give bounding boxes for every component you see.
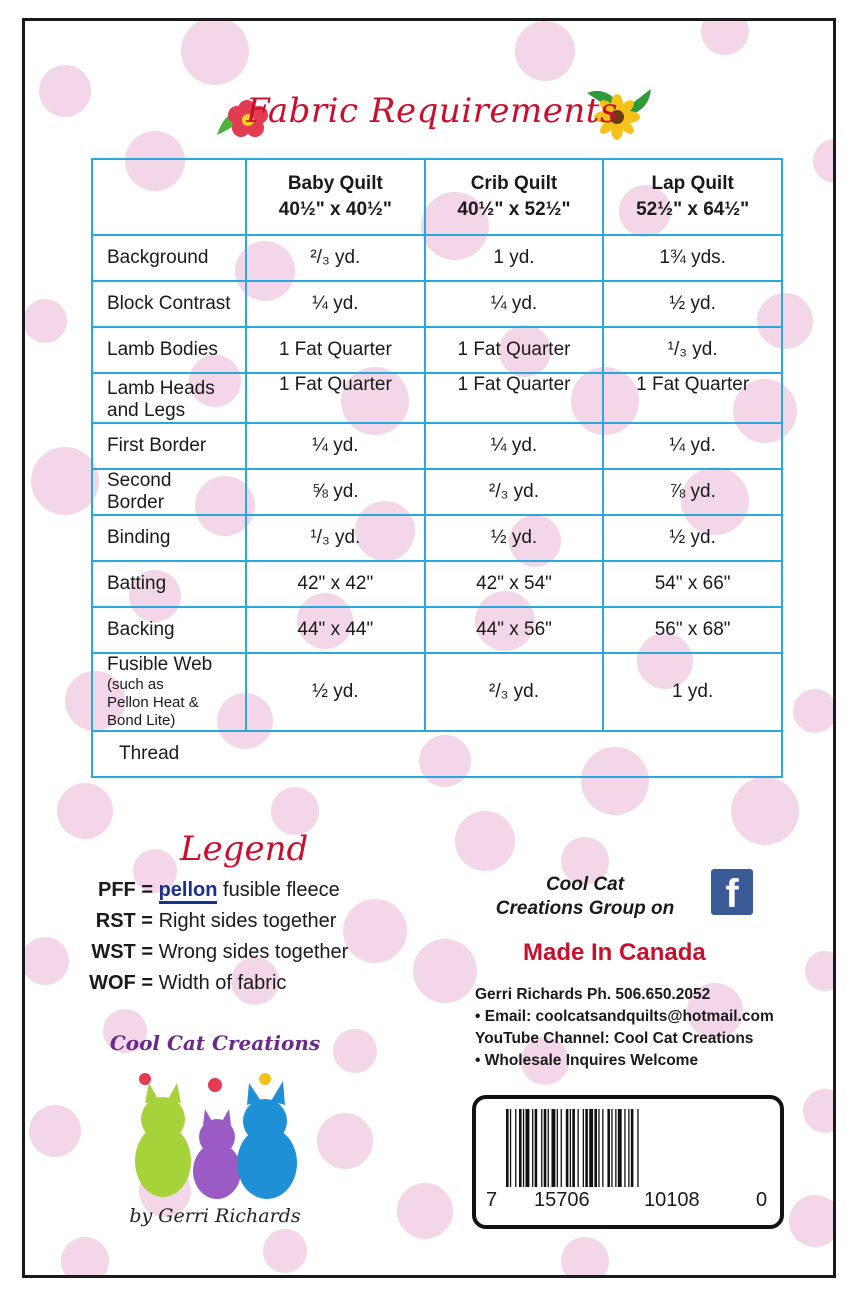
table-row	[92, 653, 782, 731]
cell: ⅝ yd.	[246, 469, 425, 515]
row-label: Backing	[92, 607, 246, 653]
header-lap-quilt: Lap Quilt 52½" x 64½"	[603, 159, 782, 235]
cell: ¹/₃ yd.	[603, 327, 782, 373]
cell: 1 yd.	[603, 653, 782, 731]
cell: 44" x 44"	[246, 607, 425, 653]
row-label: Lamb Heads and Legs	[92, 373, 246, 423]
legend-item: RST = Right sides together	[95, 910, 337, 932]
cool-cat-creations-logo	[85, 1031, 345, 1231]
row-label: Background	[92, 235, 246, 281]
made-in-canada: Made In Canada	[523, 939, 706, 966]
page-title: Fabric Requirements	[246, 91, 618, 131]
table-row	[92, 281, 782, 327]
row-label: Batting	[92, 561, 246, 607]
row-label: Block Contrast	[92, 281, 246, 327]
cell: 1¾ yds.	[603, 235, 782, 281]
cell: 1 Fat Quarter	[603, 373, 782, 423]
legend-item: PFF = pellon fusible fleece	[85, 875, 348, 906]
barcode: 7 15706 10108 0	[472, 1095, 784, 1229]
table-header-row	[92, 159, 782, 235]
row-label: Thread	[92, 731, 782, 777]
table-row	[92, 373, 782, 423]
cell: ¼ yd.	[246, 423, 425, 469]
page-frame	[22, 18, 836, 1278]
barcode-bars	[506, 1109, 750, 1187]
cell: 1 Fat Quarter	[246, 327, 425, 373]
row-label: Second Border	[92, 469, 246, 515]
cell: ¼ yd.	[425, 423, 604, 469]
cell: 42" x 54"	[425, 561, 604, 607]
cell: ¼ yd.	[246, 281, 425, 327]
cell: ½ yd.	[603, 515, 782, 561]
logo-name: Cool Cat Creations	[109, 1031, 321, 1055]
cell: ½ yd.	[603, 281, 782, 327]
cell: 1 Fat Quarter	[425, 327, 604, 373]
cell: 56" x 68"	[603, 607, 782, 653]
cell: 1 Fat Quarter	[246, 373, 425, 423]
legend-item: WOF = Width of fabric	[89, 972, 287, 994]
cell: 54" x 66"	[603, 561, 782, 607]
cell: 42" x 42"	[246, 561, 425, 607]
facebook-group-text: Cool Cat Creations Group on	[495, 874, 675, 919]
table-row	[92, 327, 782, 373]
cell: ²/₃ yd.	[425, 653, 604, 731]
table-row	[92, 607, 782, 653]
cats-illustration	[115, 1071, 315, 1201]
table-row	[92, 561, 782, 607]
cell: ½ yd.	[246, 653, 425, 731]
header-crib-quilt: Crib Quilt 40½" x 52½"	[425, 159, 604, 235]
legend-item: WST = Wrong sides together	[91, 941, 349, 963]
table-row-thread	[92, 731, 782, 777]
table-row	[92, 235, 782, 281]
legend-list	[85, 875, 348, 999]
cell: ¼ yd.	[603, 423, 782, 469]
table-row	[92, 423, 782, 469]
cell: ¹/₃ yd.	[246, 515, 425, 561]
header-baby-quilt: Baby Quilt 40½" x 40½"	[246, 159, 425, 235]
header-empty	[92, 159, 246, 235]
cell: 44" x 56"	[425, 607, 604, 653]
cell: ¼ yd.	[425, 281, 604, 327]
table-row	[92, 515, 782, 561]
logo-byline: by Gerri Richards	[129, 1205, 301, 1227]
table-row	[92, 469, 782, 515]
facebook-icon[interactable]: f	[711, 869, 753, 915]
legend-title: Legend	[180, 829, 309, 869]
cell: 1 yd.	[425, 235, 604, 281]
row-label: First Border	[92, 423, 246, 469]
cell: ½ yd.	[425, 515, 604, 561]
fabric-requirements-table	[91, 158, 783, 778]
cell: ²/₃ yd.	[246, 235, 425, 281]
row-label: Binding	[92, 515, 246, 561]
row-label: Fusible Web (such as Pellon Heat & Bond Lite)	[92, 653, 246, 731]
contact-info: Gerri Richards Ph. 506.650.2052 • Email: coolcatsandquilts@hotmail.com YouTube Channel: Cool Cat Creations • Wholesale Inquires Welcome	[475, 986, 774, 1069]
cell: ²/₃ yd.	[425, 469, 604, 515]
pellon-logo: pellon	[159, 879, 218, 904]
cell: ⅞ yd.	[603, 469, 782, 515]
cell: 1 Fat Quarter	[425, 373, 604, 423]
row-label: Lamb Bodies	[92, 327, 246, 373]
